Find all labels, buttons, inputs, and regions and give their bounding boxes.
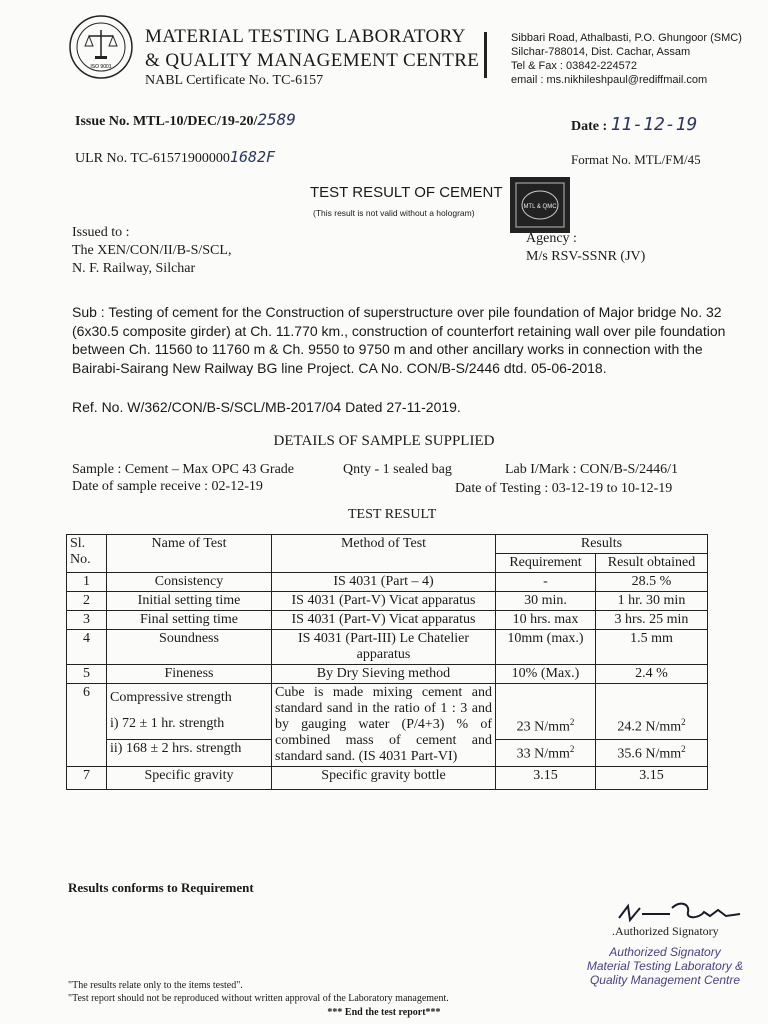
recipient-line2: N. F. Railway, Silchar bbox=[72, 261, 196, 276]
header-name: Name of Test bbox=[107, 535, 272, 573]
header-requirement: Requirement bbox=[496, 554, 596, 573]
cell-method: By Dry Sieving method bbox=[272, 665, 496, 684]
table-row-compressive bbox=[67, 684, 708, 740]
cell-method: IS 4031 (Part-III) Le Chatelier apparatus bbox=[272, 630, 496, 665]
lab-name-line2: & QUALITY MANAGEMENT CENTRE bbox=[145, 50, 480, 71]
address-line: Sibbari Road, Athalbasti, P.O. Ghungoor (SMC) bbox=[511, 32, 742, 44]
header-method: Method of Test bbox=[272, 535, 496, 573]
cell-method: IS 4031 (Part-V) Vicat apparatus bbox=[272, 592, 496, 611]
cell-test-name: Consistency bbox=[107, 573, 272, 592]
cell-obtained: 3.15 bbox=[596, 767, 708, 790]
cell-requirement: 10% (Max.) bbox=[496, 665, 596, 684]
test-result-title: TEST RESULT bbox=[348, 507, 437, 522]
lab-logo bbox=[68, 14, 134, 80]
issued-to-label: Issued to : bbox=[72, 225, 130, 240]
issue-date: Date : 11-12-19 bbox=[571, 114, 698, 135]
header-results: Results bbox=[496, 535, 708, 554]
cell-sl: 5 bbox=[67, 665, 107, 684]
cell-test-name: Final setting time bbox=[107, 611, 272, 630]
sample-quantity: Qnty - 1 sealed bag bbox=[343, 462, 452, 477]
sample-details-title: DETAILS OF SAMPLE SUPPLIED bbox=[273, 433, 495, 449]
stamp-line: Material Testing Laboratory & bbox=[586, 959, 744, 973]
compressive-name: Compressive strength bbox=[110, 690, 232, 705]
cell-sl: 1 bbox=[67, 573, 107, 592]
header-sl: Sl. No. bbox=[67, 535, 107, 573]
cell-requirement: 30 min. bbox=[496, 592, 596, 611]
header-obtained: Result obtained bbox=[596, 554, 708, 573]
cell-test-name: Initial setting time bbox=[107, 592, 272, 611]
cell-requirement: 23 $N/mm^2$ bbox=[496, 684, 596, 740]
cell-requirement: - bbox=[496, 573, 596, 592]
cell-sl: 2 bbox=[67, 592, 107, 611]
cell-obtained: 3 hrs. 25 min bbox=[596, 611, 708, 630]
phone-line: Tel & Fax : 03842-224572 bbox=[511, 60, 637, 72]
lab-name-line1: MATERIAL TESTING LABORATORY bbox=[145, 26, 466, 47]
stamp-line: Authorized Signatory bbox=[609, 945, 721, 959]
hologram-note: (This result is not valid without a hologram) bbox=[313, 208, 475, 218]
cell-requirement: 33 $N/mm^2$ bbox=[496, 740, 596, 767]
table-row bbox=[67, 611, 708, 630]
results-table bbox=[66, 534, 708, 790]
format-number: Format No. MTL/FM/45 bbox=[571, 152, 701, 167]
cell-obtained: 35.6 $N/mm^2$ bbox=[596, 740, 708, 767]
cell-method: Specific gravity bottle bbox=[272, 767, 496, 790]
table-row bbox=[67, 630, 708, 665]
table-row bbox=[67, 767, 708, 790]
conformance-statement: Results conforms to Requirement bbox=[68, 880, 254, 895]
subject-paragraph: Sub : Testing of cement for the Construction of superstructure over pile foundation of Major bridge No. 32 (6x30.5 composite girder) at Ch. 11.770 km., construction of counterfort retaining wall over pile foundation between Ch. 11560 to 11760 m & Ch. 9550 to 9750 m and other ancillary works in connection with the Bairabi-Sairang New Railway BG line Project. CA No. CON/B-S/2446 dtd. 05-06-2018. bbox=[72, 304, 726, 376]
table-row bbox=[67, 573, 708, 592]
reference-line: Ref. No. W/362/CON/B-S/SCL/MB-2017/04 Dated 27-11-2019. bbox=[72, 399, 461, 415]
table-header-row bbox=[67, 535, 708, 554]
sample-receive-date: Date of sample receive : 02-12-19 bbox=[72, 479, 263, 494]
cell-requirement: 3.15 bbox=[496, 767, 596, 790]
cell-method: IS 4031 (Part-V) Vicat apparatus bbox=[272, 611, 496, 630]
agency-name: M/s RSV-SSNR (JV) bbox=[526, 249, 646, 264]
cell-test-name: ii) 168 ± 2 hrs. strength bbox=[107, 740, 272, 767]
email-line: email : ms.nikhileshpaul@rediffmail.com bbox=[511, 74, 708, 86]
cell-method: IS 4031 (Part – 4) bbox=[272, 573, 496, 592]
end-of-report: *** End the test report*** bbox=[327, 1007, 441, 1018]
cell-sl: 4 bbox=[67, 630, 107, 665]
authorized-signatory: .Authorized Signatory bbox=[612, 924, 719, 938]
issued-to-block bbox=[72, 224, 231, 278]
sample-type: Sample : Cement – Max OPC 43 Grade bbox=[72, 462, 295, 477]
agency-block bbox=[526, 230, 645, 266]
footer-note-1: "The results relate only to the items tested". bbox=[68, 980, 243, 991]
lab-mark: Lab I/Mark : CON/B-S/2446/1 bbox=[505, 462, 679, 477]
cell-requirement: 10mm (max.) bbox=[496, 630, 596, 665]
cell-sl: 6 bbox=[67, 684, 107, 767]
logo-text: ISO 9001 bbox=[90, 64, 112, 70]
cell-obtained: 1.5 mm bbox=[596, 630, 708, 665]
cell-requirement: 10 hrs. max bbox=[496, 611, 596, 630]
header-divider bbox=[484, 32, 487, 78]
recipient-line1: The XEN/CON/II/B-S/SCL, bbox=[72, 243, 232, 258]
table-row bbox=[67, 592, 708, 611]
cell-test-name: Soundness bbox=[107, 630, 272, 665]
agency-label: Agency : bbox=[526, 231, 577, 246]
document-title: TEST RESULT OF CEMENT bbox=[310, 184, 503, 201]
cell-obtained: 1 hr. 30 min bbox=[596, 592, 708, 611]
ulr-number: ULR No. TC-615719000001682F bbox=[75, 148, 276, 166]
cell-obtained: 2.4 % bbox=[596, 665, 708, 684]
footer-note-2: "Test report should not be reproduced without written approval of the Laboratory management. bbox=[68, 993, 449, 1004]
cell-test-name: Fineness bbox=[107, 665, 272, 684]
cell-obtained: 28.5 % bbox=[596, 573, 708, 592]
cell-sl: 3 bbox=[67, 611, 107, 630]
cell-test-name bbox=[107, 684, 272, 740]
cell-sl: 7 bbox=[67, 767, 107, 790]
hologram-text: MTL & QMC bbox=[523, 204, 557, 210]
address-line: Silchar-788014, Dist. Cachar, Assam bbox=[511, 46, 691, 58]
cell-obtained: 24.2 $N/mm^2$ bbox=[596, 684, 708, 740]
hologram-sticker bbox=[510, 177, 570, 233]
table-row bbox=[67, 665, 708, 684]
cell-method: Cube is made mixing cement and standard sand in the ratio of 1 : 3 and by gauging water (P/4+3) % of combined mass of cement and standard sand. (IS 4031 Part-VI) bbox=[272, 684, 496, 767]
nabl-certificate: NABL Certificate No. TC-6157 bbox=[145, 73, 324, 88]
cell-test-name: Specific gravity bbox=[107, 767, 272, 790]
issue-number: Issue No. MTL-10/DEC/19-20/2589 bbox=[75, 110, 296, 129]
compressive-sub1: i) 72 ± 1 hr. strength bbox=[110, 716, 225, 731]
signatory-stamp bbox=[570, 945, 760, 987]
testing-date: Date of Testing : 03-12-19 to 10-12-19 bbox=[455, 481, 673, 496]
stamp-line: Quality Management Centre bbox=[589, 973, 741, 987]
